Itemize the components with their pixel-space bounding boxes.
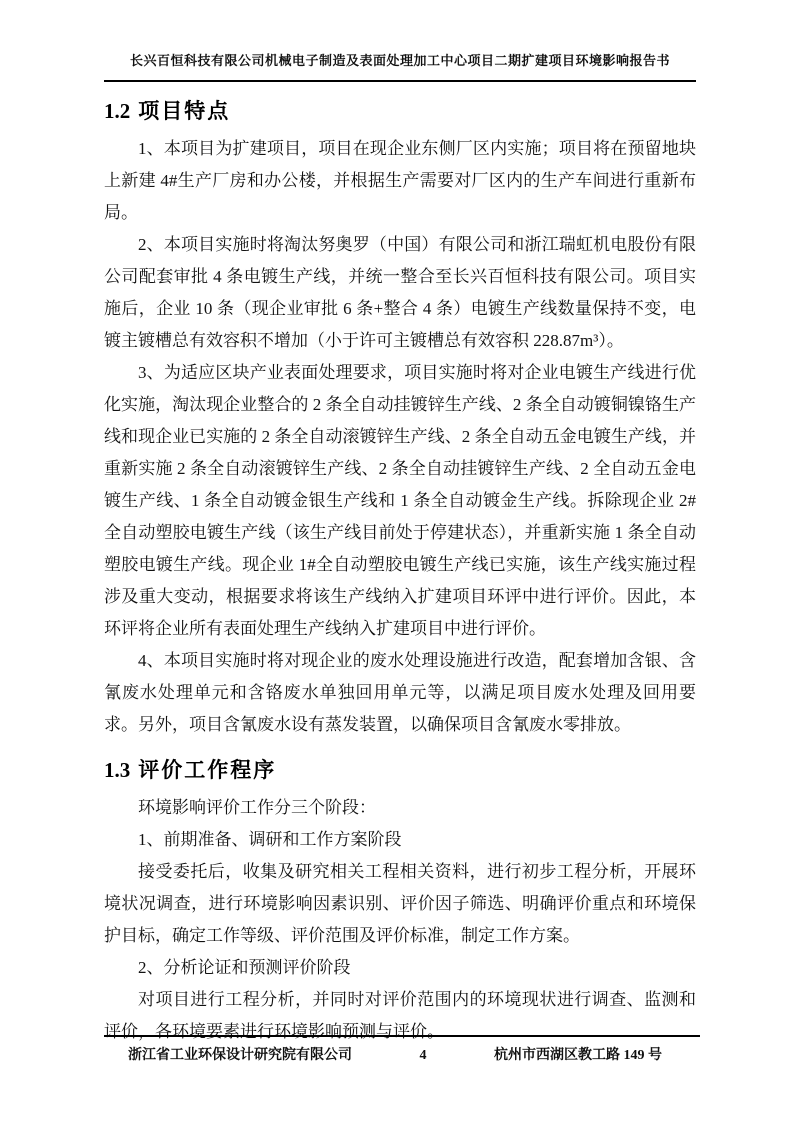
body-paragraph: 1、前期准备、调研和工作方案阶段: [138, 830, 402, 849]
document-header-title: 长兴百恒科技有限公司机械电子制造及表面处理加工中心项目二期扩建项目环境影响报告书: [129, 53, 670, 68]
header-divider: [104, 80, 696, 82]
page-header: [104, 0, 696, 82]
footer-company: 浙江省工业环保设计研究院有限公司: [128, 1048, 352, 1063]
body-paragraph: 3、为适应区块产业表面处理要求，项目实施时将对企业电镀生产线进行优化实施，淘汰现企业整合的 2 条全自动挂镀锌生产线、2 条全自动镀铜镍铬生产线和现企业已实施的 2 条全自动滚镀锌生产线、2 条全自动五金电镀生产线，并重新实施 2 条全自动滚镀锌生产线、2 条全自动挂镀锌生产线、2 全自动五金电镀生产线、1 条全自动镀金银生产线和 1 条全自动镀金生产线。拆除现企业 2#全自动塑胶电镀生产线（该生产线目前处于停建状态），并重新实施 1 条全自动塑胶电镀生产线。现企业 1#全自动塑胶电镀生产线已实施，该生产线实施过程涉及重大变动，根据要求将该生产线纳入扩建项目环评中进行评价。因此，本环评将企业所有表面处理生产线纳入扩建项目中进行评价。: [104, 363, 696, 638]
footer-address: 杭州市西湖区教工路 149 号: [494, 1048, 662, 1063]
body-paragraph: 1、本项目为扩建项目，项目在现企业东侧厂区内实施；项目将在预留地块上新建 4#生产厂房和办公楼，并根据生产需要对厂区内的生产车间进行重新布局。: [104, 139, 696, 222]
page-content: [104, 0, 696, 1048]
page-footer: [104, 1035, 700, 1064]
body-paragraph: 环境影响评价工作分三个阶段：: [138, 798, 376, 817]
body-paragraph: 2、分析论证和预测评价阶段: [138, 958, 351, 977]
section-title: 项目特点: [138, 100, 231, 123]
body-paragraph: 4、本项目实施时将对现企业的废水处理设施进行改造，配套增加含银、含氰废水处理单元和含铬废水单独回用单元等，以满足项目废水处理及回用要求。另外，项目含氰废水设有蒸发装置，以确保项目含氰废水零排放。: [104, 651, 696, 734]
section-title: 评价工作程序: [138, 759, 277, 782]
footer-page-number: 4: [419, 1048, 427, 1063]
section-heading-1-2: [104, 98, 696, 125]
body-paragraph: 对项目进行工程分析，并同时对评价范围内的环境现状进行调查、监测和评价，各环境要素进行环境影响预测与评价。: [104, 990, 696, 1041]
section-number: 1.2: [104, 99, 131, 123]
section-number: 1.3: [104, 758, 131, 782]
body-paragraph: 2、本项目实施时将淘汰努奥罗（中国）有限公司和浙江瑞虹机电股份有限公司配套审批 4 条电镀生产线，并统一整合至长兴百恒科技有限公司。项目实施后，企业 10 条（现企业审批 6 条+整合 4 条）电镀生产线数量保持不变，电镀主镀槽总有效容积不增加（小于许可主镀槽总有效容积 228.87m³）。: [104, 235, 696, 350]
section-heading-1-3: [104, 757, 696, 784]
body-paragraph: 接受委托后，收集及研究相关工程相关资料，进行初步工程分析，开展环境状况调查，进行环境影响因素识别、评价因子筛选、明确评价重点和环境保护目标，确定工作等级、评价范围及评价标准，制定工作方案。: [104, 862, 696, 945]
